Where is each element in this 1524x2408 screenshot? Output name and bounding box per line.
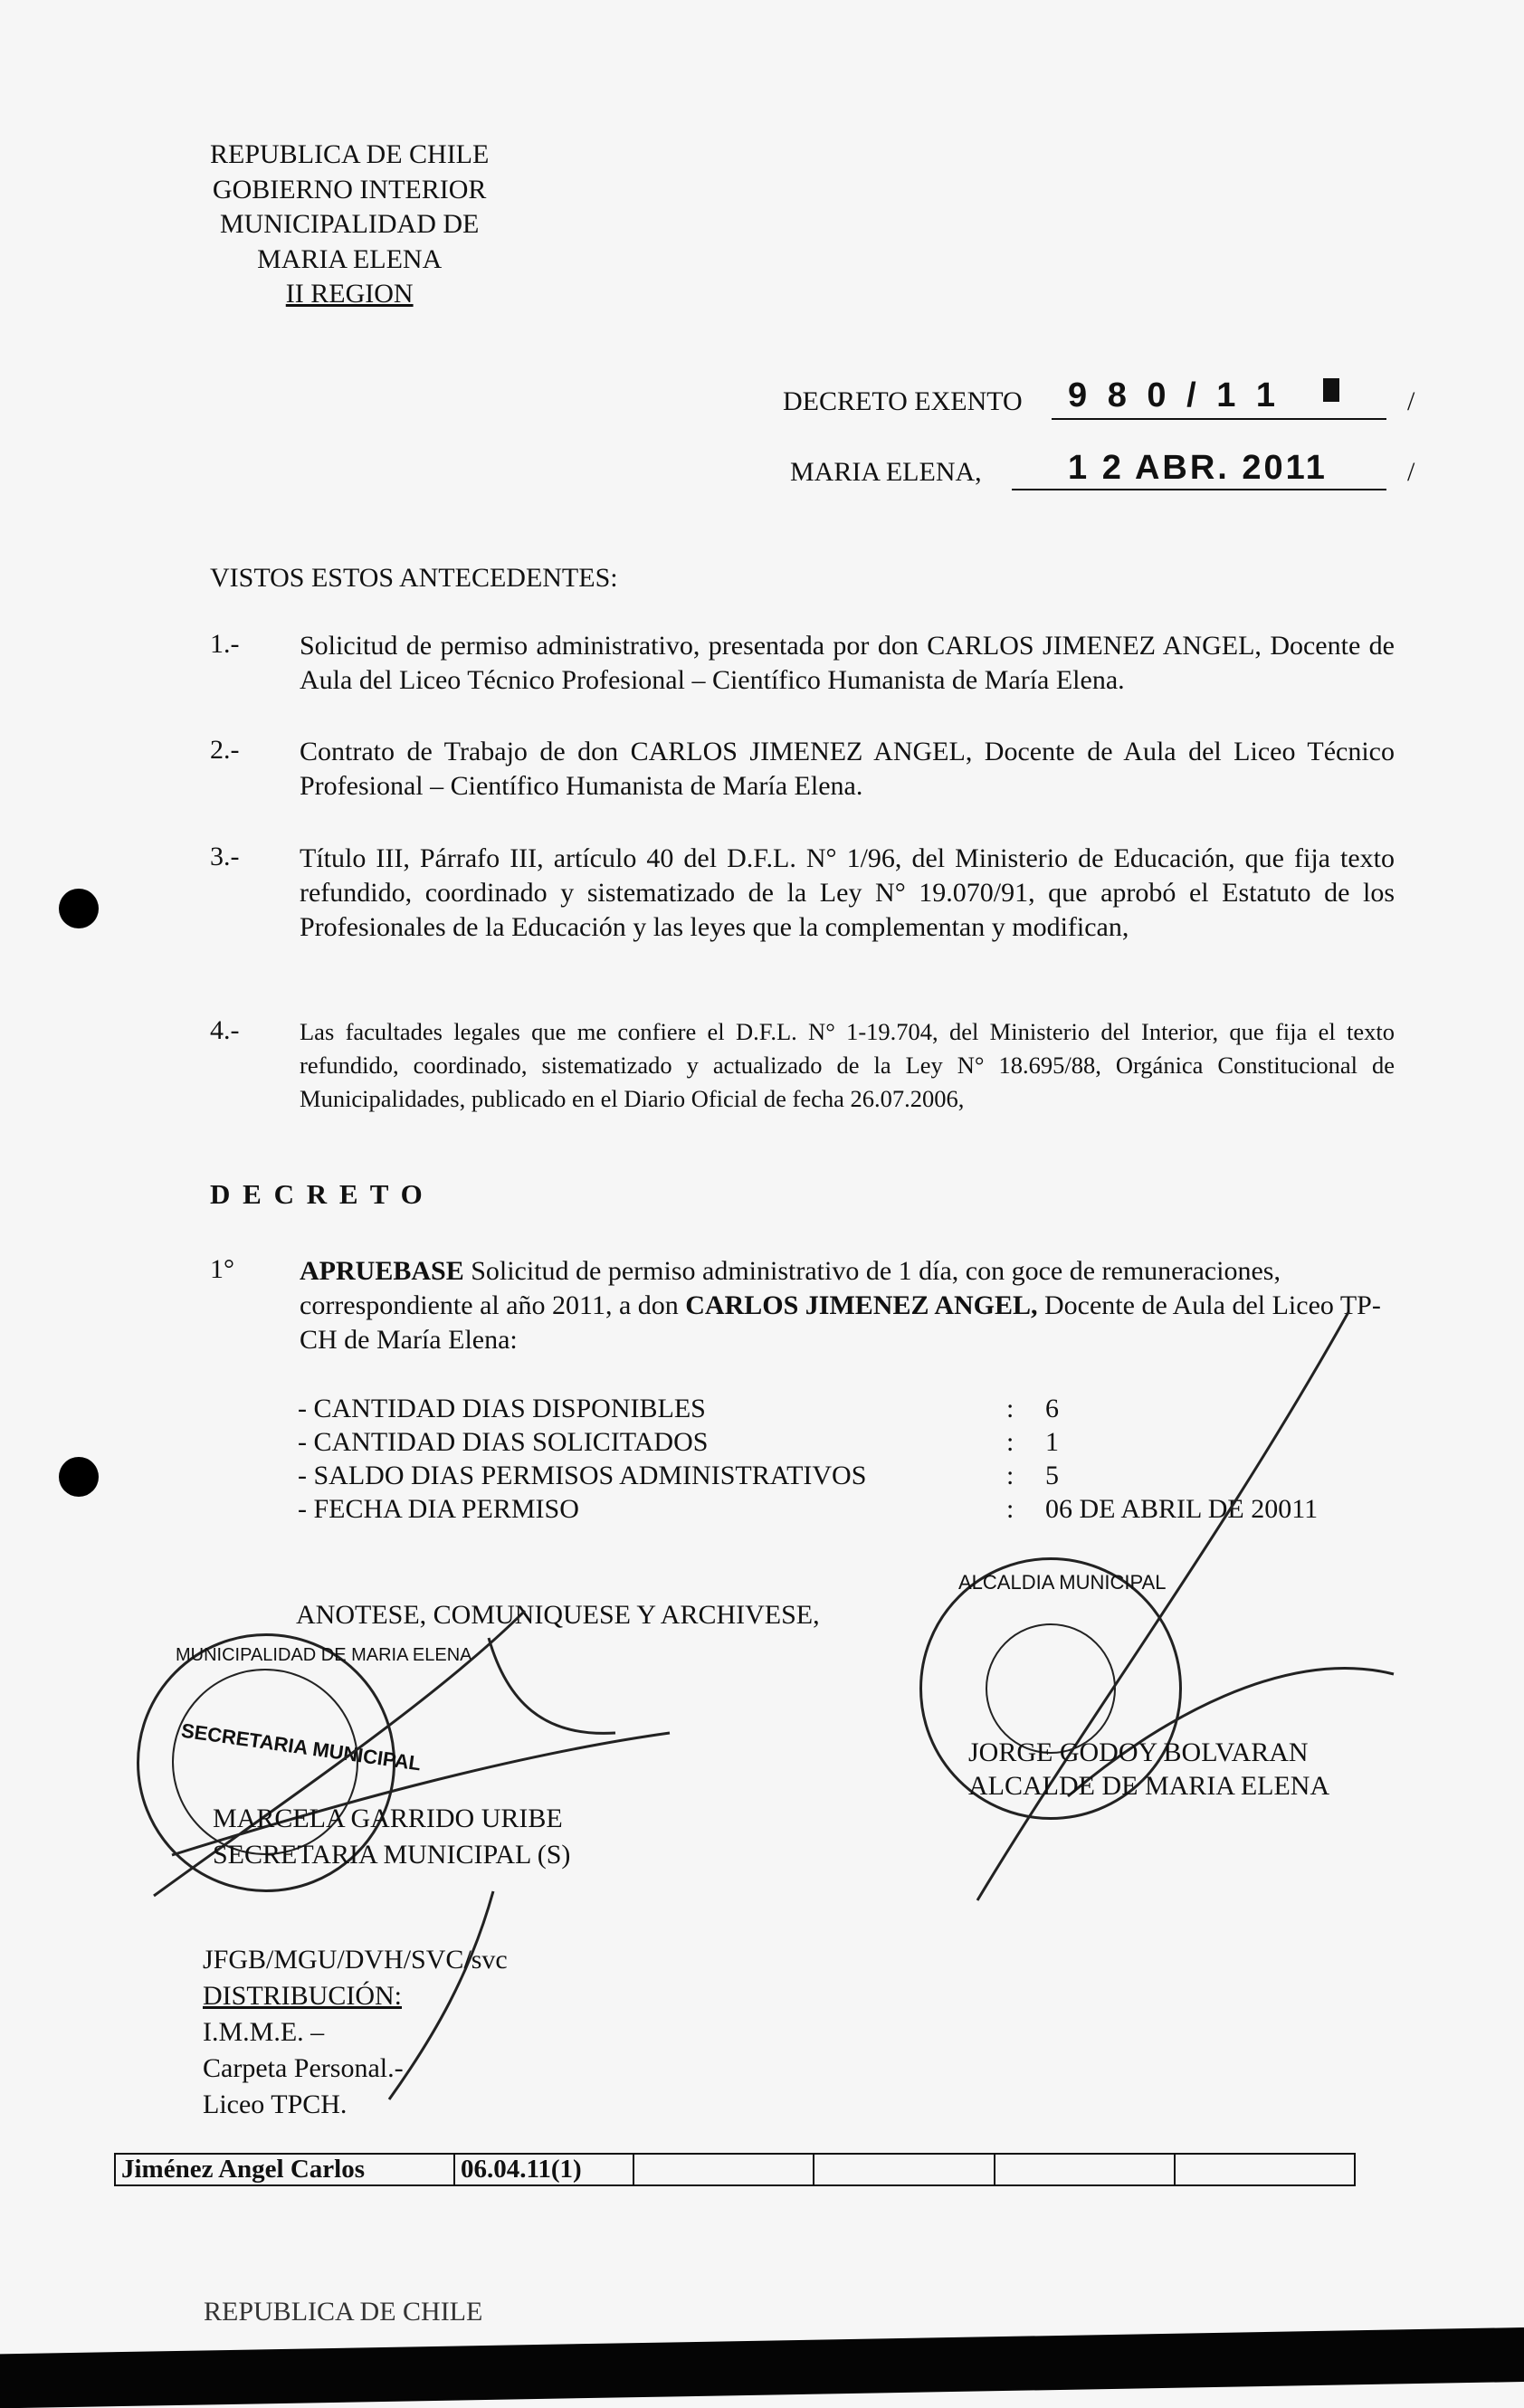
item-number: 1.- xyxy=(210,629,240,659)
decree-date: 1 2 ABR. 2011 xyxy=(1068,449,1328,487)
punch-hole xyxy=(59,1457,99,1497)
distribution-item: Carpeta Personal.- xyxy=(203,2053,404,2083)
distribution xyxy=(203,1942,508,2123)
initials: JFGB/MGU/DVH/SVC/svc xyxy=(203,1945,508,1975)
table-cell: Jiménez Angel Carlos xyxy=(115,2154,454,2185)
cut-off-header: REPUBLICA DE CHILE xyxy=(204,2297,483,2327)
table-cell xyxy=(1175,2154,1355,2185)
distribution-item: I.M.M.E. – xyxy=(203,2017,325,2047)
item-number: 3.- xyxy=(210,842,240,871)
article-text: APRUEBASE Solicitud de permiso administrativo de 1 día, con goce de remuneraciones, correspondiente al año 2011, a don CARLOS JIMENEZ ANGEL, Docente de Aula del Liceo TP-CH de María Elena: xyxy=(300,1256,1381,1355)
distribution-item: Liceo TPCH. xyxy=(203,2089,348,2119)
header-line: REPUBLICA DE CHILE xyxy=(210,139,490,169)
detail-value: 6 xyxy=(1045,1394,1059,1423)
item-number: 2.- xyxy=(210,735,240,765)
header-line: GOBIERNO INTERIOR xyxy=(212,174,487,205)
decree-label: DECRETO EXENTO xyxy=(783,386,1023,416)
item-text: Contrato de Trabajo de don CARLOS JIMENEZ ANGEL, Docente de Aula del Liceo Técnico Profesional – Científico Humanista de María Elena. xyxy=(300,737,1395,801)
signer-left-role: SECRETARIA MUNICIPAL (S) xyxy=(213,1840,571,1870)
item-number: 4.- xyxy=(210,1015,240,1045)
table-cell xyxy=(995,2154,1175,2185)
signer-right-role: ALCALDE DE MARIA ELENA xyxy=(968,1771,1330,1801)
detail-value: 1 xyxy=(1045,1427,1059,1457)
record-table xyxy=(114,2153,1356,2186)
table-cell xyxy=(633,2154,814,2185)
vistos-title: VISTOS ESTOS ANTECEDENTES: xyxy=(210,563,618,593)
closing-text: ANOTESE, COMUNIQUESE Y ARCHIVESE, xyxy=(296,1600,820,1630)
header-line: MARIA ELENA xyxy=(257,243,443,274)
mayor-seal-right: ALCALDIA MUNICIPAL xyxy=(919,1557,1182,1820)
detail-label: - SALDO DIAS PERMISOS ADMINISTRATIVOS xyxy=(298,1461,867,1490)
item-text: Título III, Párrafo III, artículo 40 del D.F.L. N° 1/96, del Ministerio de Educación, que fija texto refundido, coordinado y sistematizado de la Ley N° 19.070/91, que aprobó el Estatuto de los Profesionales de la Educación y las leyes que la complementan y modifican, xyxy=(300,843,1395,942)
table-cell xyxy=(814,2154,994,2185)
signer-right-name: JORGE GODOY BOLVARAN xyxy=(968,1737,1309,1767)
decree-heading: D E C R E T O xyxy=(210,1178,425,1210)
detail-label: - FECHA DIA PERMISO xyxy=(298,1494,579,1524)
punch-hole xyxy=(59,889,99,928)
header-line: II REGION xyxy=(285,279,414,309)
header-line: MUNICIPALIDAD DE xyxy=(219,209,480,239)
item-text: Solicitud de permiso administrativo, presentada por don CARLOS JIMENEZ ANGEL, Docente de Aula del Liceo Técnico Profesional – Científico Humanista de María Elena. xyxy=(300,631,1395,695)
table-cell: 06.04.11(1) xyxy=(454,2154,633,2185)
place-label: MARIA ELENA, xyxy=(790,457,982,487)
municipal-seal-left: MUNICIPALIDAD DE MARIA ELENA SECRETARIA MUNICIPAL xyxy=(137,1633,395,1892)
distribution-title: DISTRIBUCIÓN: xyxy=(203,1981,403,2011)
decree-number: 9 8 0 / 1 1 xyxy=(1068,376,1281,414)
detail-value: 06 DE ABRIL DE 20011 xyxy=(1045,1494,1319,1524)
item-text: Las facultades legales que me confiere el D.F.L. N° 1-19.704, del Ministerio del Interior, que fija el texto refundido, coordinado, sistematizado y actualizado de la Ley N° 18.695/88, Orgánica Constitucional de Municipalidades, publicado en el Diario Oficial de fecha 26.07.2006, xyxy=(300,1018,1395,1112)
detail-value: 5 xyxy=(1045,1461,1059,1490)
article-number: 1° xyxy=(210,1254,234,1284)
signer-left-name: MARCELA GARRIDO URIBE xyxy=(213,1804,563,1833)
detail-label: - CANTIDAD DIAS DISPONIBLES xyxy=(298,1394,706,1423)
detail-label: - CANTIDAD DIAS SOLICITADOS xyxy=(298,1427,709,1457)
